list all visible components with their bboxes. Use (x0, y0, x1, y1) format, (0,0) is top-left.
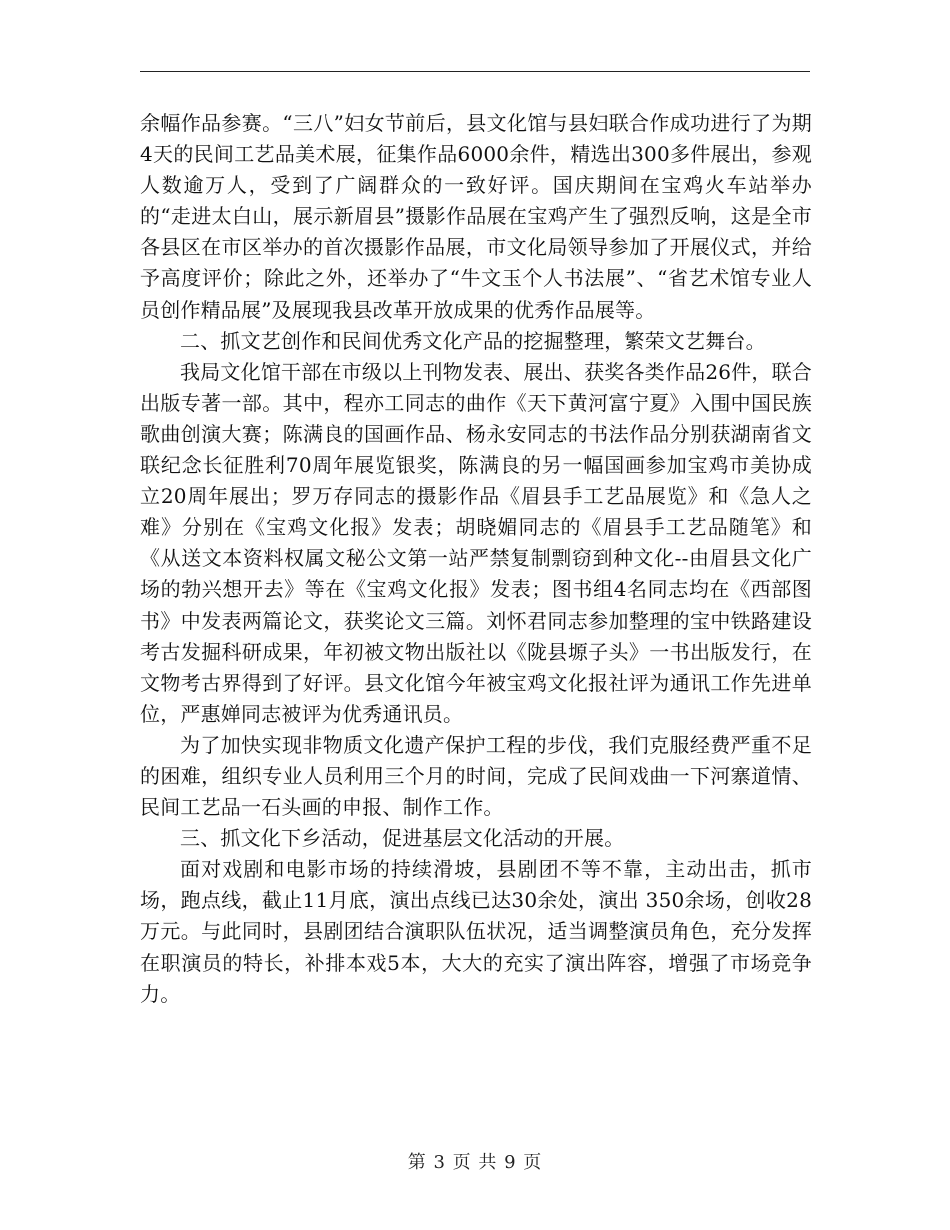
section-heading-2: 二、抓文艺创作和民间优秀文化产品的挖掘整理，繁荣文艺舞台。 (180, 328, 766, 353)
section-heading-3: 三、抓文化下乡活动，促进基层文化活动的开展。 (180, 826, 625, 851)
document-body (140, 108, 812, 1010)
page-number-footer: 第 3 页 共 9 页 (407, 1152, 543, 1173)
header-rule (140, 71, 810, 72)
paragraph-works-published: 我局文化馆干部在市级以上刊物发表、展出、获奖各类作品26件，联合出版专著一部。其中，程亦工同志的曲作《天下黄河富宁夏》入围中国民族歌曲创演大赛；陈满良的国画作品、杨永安同志的书法作品分别获湖南省文联纪念长征胜利70周年展览银奖，陈满良的另一幅国画参加宝鸡市美协成立20周年展出；罗万存同志的摄影作品《眉县手工艺品展览》和《急人之难》分别在《宝鸡文化报》发表；胡晓媚同志的《眉县手工艺品随笔》和《从送文本资料权属文秘公文第一站严禁复制剽窃到种文化--由眉县文化广场的勃兴想开去》等在《宝鸡文化报》发表；图书组4名同志均在《西部图书》中发表两篇论文，获奖论文三篇。刘怀君同志参加整理的宝中铁路建设考古发掘科研成果，年初被文物出版社以《陇县塬子头》一书出版发行，在文物考古界得到了好评。县文化馆今年被宝鸡文化报社评为通讯工作先进单位，严惠婵同志被评为优秀通讯员。 (140, 359, 812, 726)
paragraph-exhibitions: 余幅作品参赛。“三八”妇女节前后，县文化馆与县妇联合作成功进行了为期4天的民间工艺品美术展，征集作品6000余件，精选出300多件展出，参观人数逾万人，受到了广阔群众的一致好评。国庆期间在宝鸡火车站举办的“走进太白山，展示新眉县”摄影作品展在宝鸡产生了强烈反响，这是全市各县区在市区举办的首次摄影作品展，市文化局领导参加了开展仪式，并给予高度评价；除此之外，还举办了“牛文玉个人书法展”、“省艺术馆专业人员创作精品展”及展现我县改革开放成果的优秀作品展等。 (140, 111, 812, 322)
paragraph-troupe-performances: 面对戏剧和电影市场的持续滑坡，县剧团不等不靠，主动出击，抓市场，跑点线，截止11月底，演出点线已达30余处，演出 350余场，创收28万元。与此同时，县剧团结合演职队伍状况，适当调整演员角色，充分发挥在职演员的特长，补排本戏5本，大大的充实了演出阵容，增强了市场竞争力。 (140, 857, 812, 1006)
paragraph-heritage-protection: 为了加快实现非物质文化遗产保护工程的步伐，我们克服经费严重不足的困难，组织专业人员利用三个月的时间，完成了民间戏曲一下河寨道情、民间工艺品一石头画的申报、制作工作。 (140, 732, 812, 820)
